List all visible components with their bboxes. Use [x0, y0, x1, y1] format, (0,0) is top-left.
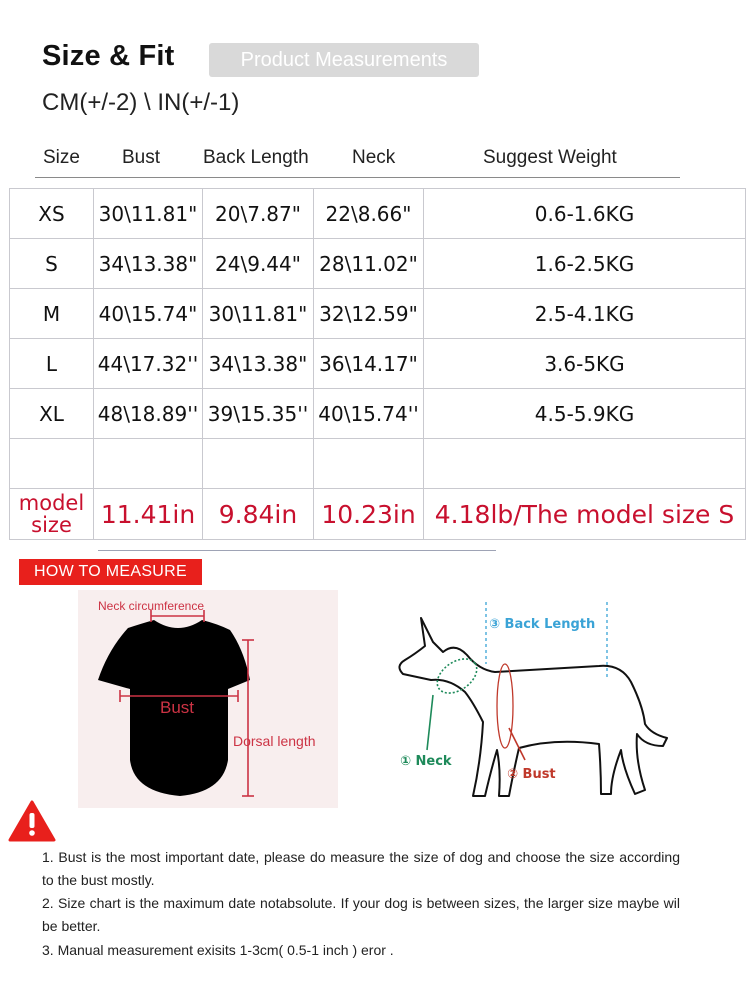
bust-cell: 48\18.89'': [94, 389, 203, 439]
table-row: [10, 339, 746, 389]
back-length-cell: 30\11.81": [203, 289, 314, 339]
back-length-cell: [203, 439, 314, 489]
weight-cell: [424, 439, 746, 489]
model-neck-cell: 10.23in: [314, 489, 424, 540]
size-cell: XS: [10, 189, 94, 239]
note-3: 3. Manual measurement exisits 1-3cm( 0.5-1 inch ) eror .: [42, 942, 394, 958]
table-row: [10, 289, 746, 339]
shirt-diagram: [78, 590, 338, 808]
table-row: [10, 389, 746, 439]
model-size-row: [10, 489, 746, 540]
note-2: 2. Size chart is the maximum date notabsolute. If your dog is between sizes, the larger size maybe wil be better.: [42, 895, 680, 934]
model-label-line1: model: [18, 491, 85, 515]
neck-measure-ring: [431, 652, 483, 700]
model-size-label: [10, 489, 94, 540]
size-table: [9, 188, 746, 540]
weight-cell: 3.6-5KG: [424, 339, 746, 389]
neck-circumference-label: Neck circumference: [98, 599, 205, 613]
size-cell: M: [10, 289, 94, 339]
neck-cell: 36\14.17": [314, 339, 424, 389]
neck-cell: 40\15.74'': [314, 389, 424, 439]
how-to-measure-badge: HOW TO MEASURE: [19, 559, 202, 585]
table-footer-divider: [98, 550, 496, 551]
dog-neck-label: ① Neck: [400, 754, 452, 769]
table-row-empty: [10, 439, 746, 489]
column-header-suggest-weight: Suggest Weight: [483, 147, 617, 168]
bust-measure-ring: [497, 664, 513, 748]
neck-cell: [314, 439, 424, 489]
weight-cell: 4.5-5.9KG: [424, 389, 746, 439]
back-length-label: ③ Back Length: [489, 617, 596, 632]
bust-cell: 40\15.74": [94, 289, 203, 339]
size-cell: S: [10, 239, 94, 289]
weight-cell: 0.6-1.6KG: [424, 189, 746, 239]
page-title: Size & Fit: [42, 40, 175, 72]
back-length-cell: 20\7.87": [203, 189, 314, 239]
units-note: CM(+/-2) \ IN(+/-1): [42, 89, 240, 116]
weight-cell: 2.5-4.1KG: [424, 289, 746, 339]
bust-cell: 44\17.32'': [94, 339, 203, 389]
neck-cell: 32\12.59": [314, 289, 424, 339]
model-back-length-cell: 9.84in: [203, 489, 314, 540]
size-cell: L: [10, 339, 94, 389]
model-weight-cell: 4.18lb/The model size S: [424, 489, 746, 540]
back-length-cell: 24\9.44": [203, 239, 314, 289]
size-cell: XL: [10, 389, 94, 439]
bust-cell: [94, 439, 203, 489]
header-divider: [35, 177, 680, 178]
dorsal-length-label: Dorsal length: [233, 733, 316, 749]
neck-pointer: [427, 695, 433, 750]
dog-diagram: [385, 600, 685, 805]
warning-icon: [8, 800, 56, 842]
back-length-cell: 39\15.35'': [203, 389, 314, 439]
neck-cell: 22\8.66": [314, 189, 424, 239]
bust-cell: 34\13.38": [94, 239, 203, 289]
weight-cell: 1.6-2.5KG: [424, 239, 746, 289]
product-measurements-badge: Product Measurements: [209, 43, 479, 77]
table-row: [10, 239, 746, 289]
note-1: 1. Bust is the most important date, please do measure the size of dog and choose the size according to the bust mostly.: [42, 849, 680, 888]
size-cell: [10, 439, 94, 489]
model-label-line2: size: [31, 513, 72, 537]
bust-cell: 30\11.81": [94, 189, 203, 239]
dog-bust-label: ② Bust: [507, 767, 556, 782]
column-header-bust: Bust: [122, 147, 161, 168]
table-row: [10, 189, 746, 239]
model-bust-cell: 11.41in: [94, 489, 203, 540]
neck-cell: 28\11.02": [314, 239, 424, 289]
column-header-neck: Neck: [352, 147, 396, 168]
column-header-size: Size: [43, 147, 80, 168]
column-header-back-length: Back Length: [203, 147, 309, 168]
back-length-cell: 34\13.38": [203, 339, 314, 389]
shirt-bust-label: Bust: [160, 698, 195, 717]
